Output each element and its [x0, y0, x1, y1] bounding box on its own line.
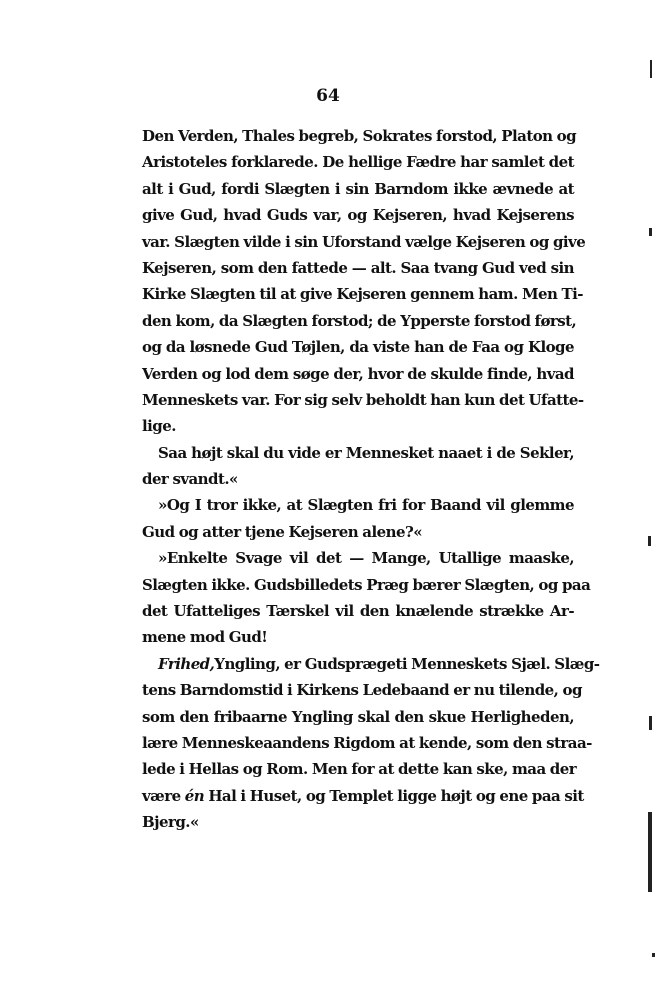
scan-mark [648, 812, 652, 892]
scan-mark [652, 953, 655, 957]
line-text: Hal i Huset, og Templet ligge højt og ene paa sit [204, 786, 584, 805]
text-line: som den fribaarne Yngling skal den skue Herligheden, [142, 707, 574, 726]
text-line: tens Barndomstid i Kirkens Ledebaand er nu tilende, og [142, 681, 582, 700]
body-text [142, 123, 600, 836]
text-line: lære Menneskeaandens Rigdom at kende, som den straa- [142, 733, 592, 752]
scan-mark [650, 60, 652, 78]
text-line [142, 783, 584, 809]
text-line: der svandt.« [142, 470, 238, 489]
text-line: give Gud, hvad Guds var, og Kejseren, hvad Kejserens [142, 206, 574, 225]
italic-word: én [184, 786, 205, 805]
scan-mark [649, 716, 652, 730]
text-line: Menneskets var. For sig selv beholdt han kun det Ufatte- [142, 390, 584, 409]
text-line: Saa højt skal du vide er Mennesket naaet i de Sekler, [158, 443, 574, 462]
scan-mark [649, 228, 652, 236]
text-line: lede i Hellas og Rom. Men for at dette kan ske, maa der [142, 760, 577, 779]
text-line: den kom, da Slægten forstod; de Ypperste forstod først, [142, 311, 577, 330]
text-line: Slægten ikke. Gudsbilledets Præg bærer Slægten, og paa [142, 575, 591, 594]
text-line: lige. [142, 417, 176, 436]
page-number: 64 [316, 86, 340, 106]
text-line: »Og I tror ikke, at Slægten fri for Baand vil glemme [158, 496, 574, 515]
text-line: Aristoteles forklarede. De hellige Fædre har samlet det [142, 153, 574, 172]
line-text: være [142, 786, 181, 805]
text-line: Kejseren, som den fattede — alt. Saa tvang Gud ved sin [142, 258, 574, 277]
scan-mark [648, 536, 651, 546]
text-line [142, 651, 600, 677]
text-line: alt i Gud, fordi Slægten i sin Barndom ikke ævnede at [142, 179, 574, 198]
text-line: »Enkelte Svage vil det — Mange, Utallige maaske, [158, 549, 574, 568]
text-line: Verden og lod dem søge der, hvor de skulde finde, hvad [142, 364, 574, 383]
text-line: var. Slægten vilde i sin Uforstand vælge Kejseren og give [142, 232, 586, 251]
text-line: Kirke Slægten til at give Kejseren gennem ham. Men Ti- [142, 285, 583, 304]
italic-word: Frihed, [158, 654, 215, 673]
text-line: mene mod Gud! [142, 628, 268, 647]
line-text: Yngling, er Gudsprægeti Menneskets Sjæl. Slæg- [214, 654, 600, 673]
text-line: Den Verden, Thales begreb, Sokrates forstod, Platon og [142, 127, 577, 145]
text-line: Bjerg.« [142, 813, 199, 832]
text-line: og da løsnede Gud Tøjlen, da viste han de Faa og Kloge [142, 338, 574, 357]
text-line: det Ufatteliges Tærskel vil den knælende strække Ar- [142, 602, 574, 621]
text-line: Gud og atter tjene Kejseren alene?« [142, 522, 423, 541]
